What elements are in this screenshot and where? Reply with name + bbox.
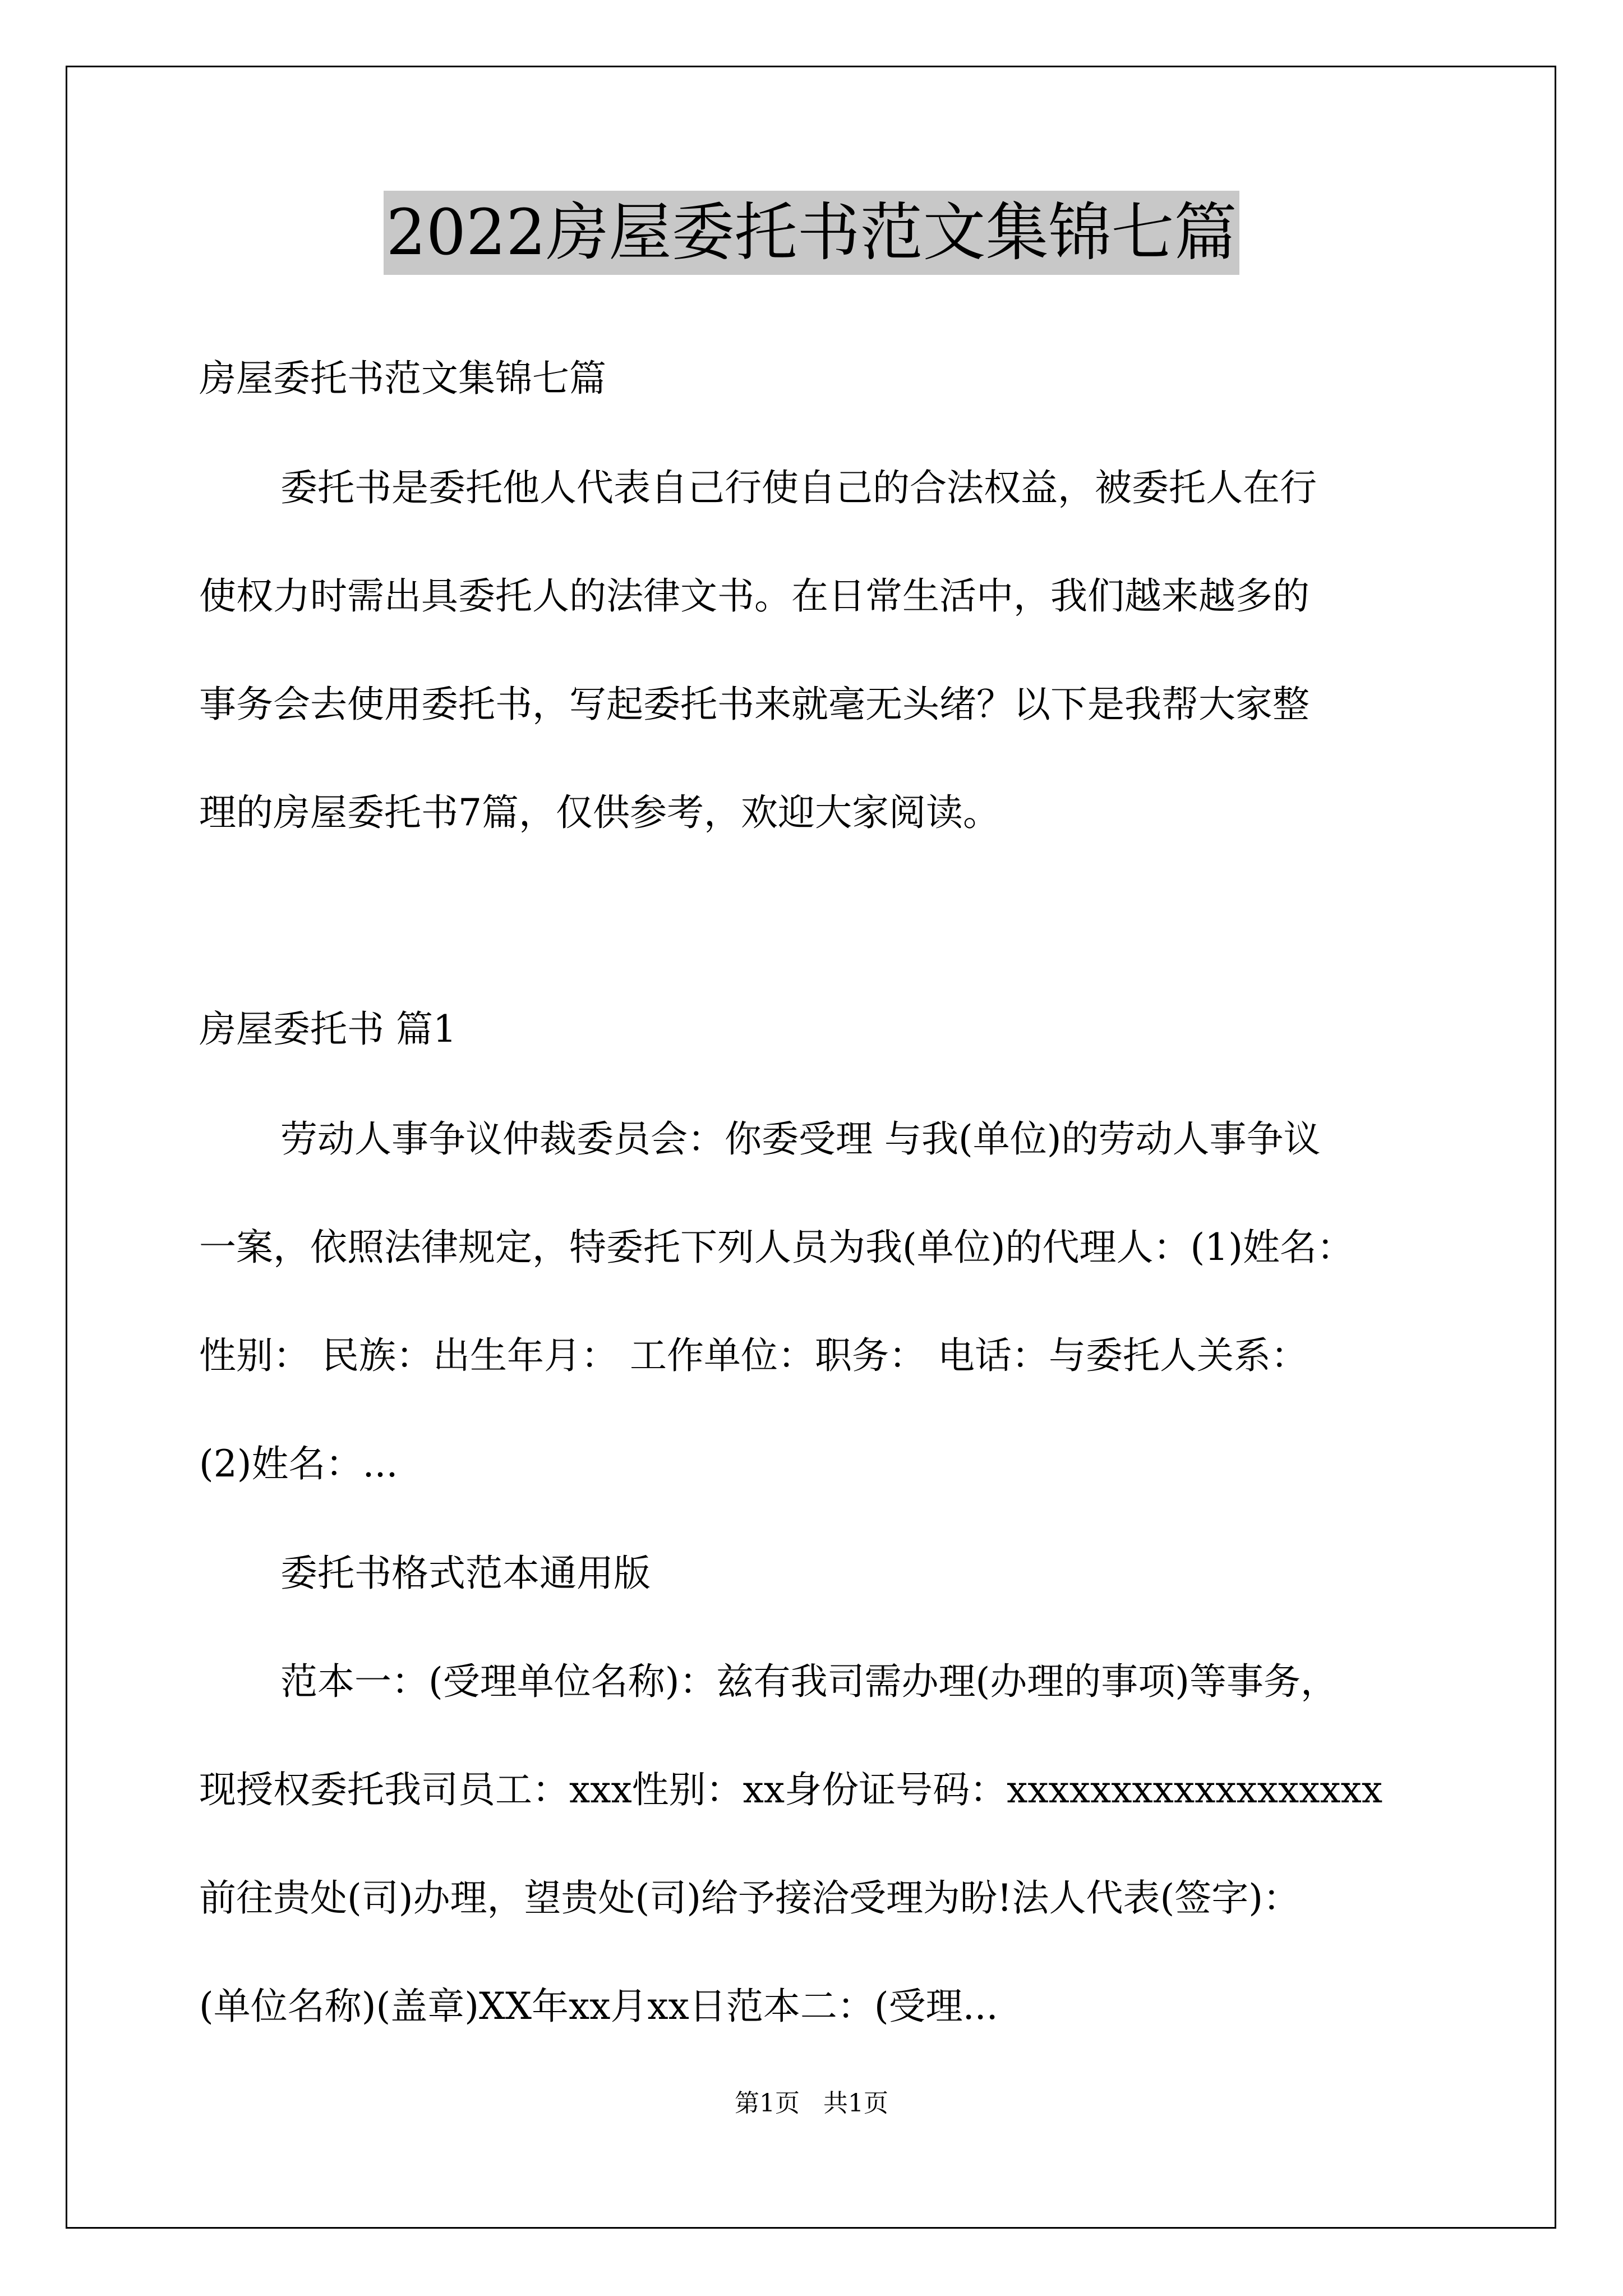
title-container	[0, 191, 1623, 275]
intro-line-3: 事务会去使用委托书，写起委托书来就毫无头绪？以下是我帮大家整	[199, 683, 1310, 726]
template-heading: 委托书格式范本通用版	[280, 1552, 651, 1595]
intro-line-4: 理的房屋委托书7篇，仅供参考，欢迎大家阅读。	[199, 791, 1000, 834]
template-line-4: (单位名称)(盖章)XX年xx月xx日范本二：(受理...	[199, 1985, 998, 2028]
section-1-heading: 房屋委托书 篇1	[199, 1007, 457, 1051]
intro-line-2: 使权力时需出具委托人的法律文书。在日常生活中，我们越来越多的	[199, 574, 1310, 618]
document-title: 2022房屋委托书范文集锦七篇	[384, 191, 1239, 275]
intro-line-1: 委托书是委托他人代表自己行使自己的合法权益，被委托人在行	[280, 466, 1317, 509]
section-1-line-3: 性别： 民族：出生年月： 工作单位：职务： 电话：与委托人关系：	[199, 1334, 1308, 1377]
section-1-line-1: 劳动人事争议仲裁委员会：你委受理 与我(单位)的劳动人事争议	[280, 1117, 1321, 1161]
template-line-3: 前往贵处(司)办理，望贵处(司)给予接洽受理为盼!法人代表(签字)：	[199, 1876, 1301, 1920]
document-subtitle: 房屋委托书范文集锦七篇	[199, 357, 606, 400]
template-line-1: 范本一：(受理单位名称)：兹有我司需办理(办理的事项)等事务，	[280, 1660, 1338, 1703]
section-1-line-2: 一案，依照法律规定，特委托下列人员为我(单位)的代理人：(1)姓名：	[199, 1226, 1354, 1269]
section-1-line-4: (2)姓名：...	[199, 1442, 398, 1485]
template-line-2: 现授权委托我司员工：xxx性别：xx身份证号码：xxxxxxxxxxxxxxxxxx	[199, 1768, 1383, 1811]
page-footer: 第1页 共1页	[735, 2089, 888, 2118]
